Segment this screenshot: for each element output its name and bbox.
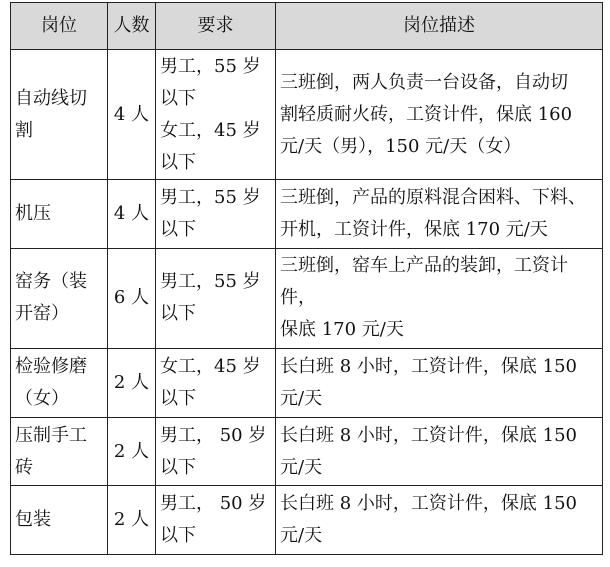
table-row — [11, 180, 603, 249]
requirement-cell — [156, 180, 276, 249]
description-cell — [276, 180, 603, 249]
header-requirement: 要求 — [156, 3, 276, 50]
position-cell-line: 割 — [15, 119, 33, 141]
position-cell — [11, 417, 108, 486]
job-table — [10, 2, 603, 555]
position-cell — [11, 248, 108, 349]
description-cell-line: 元/天 — [280, 525, 323, 547]
requirement-cell-line: 男工， 50 岁 — [160, 493, 267, 515]
description-cell-line: 保底 170 元/天 — [280, 319, 404, 341]
description-cell — [276, 248, 603, 349]
position-cell-line: 砖 — [15, 456, 33, 478]
requirement-cell-line: 以下 — [160, 151, 196, 173]
requirement-cell-line: 以下 — [160, 303, 196, 325]
count-cell — [108, 417, 156, 486]
position-cell — [11, 486, 108, 555]
description-cell-line: 元/天（男），150 元/天（女） — [280, 135, 522, 157]
count-cell-line: 2 人 — [113, 440, 150, 462]
position-cell-line: 机压 — [15, 202, 51, 224]
header-position: 岗位 — [11, 3, 108, 50]
position-cell — [11, 349, 108, 418]
table-row — [11, 417, 603, 486]
count-cell — [108, 349, 156, 418]
header-description: 岗位描述 — [276, 3, 603, 50]
count-cell — [108, 248, 156, 349]
count-cell-line: 4 人 — [113, 103, 150, 125]
requirement-cell — [156, 248, 276, 349]
count-cell — [108, 50, 156, 180]
requirement-cell — [156, 417, 276, 486]
requirement-cell-line: 男工，55 岁 — [160, 186, 261, 208]
requirement-cell-line: 女工，45 岁 — [160, 356, 261, 378]
description-cell-line: 三班倒，窑车上产品的装卸，工资计 — [280, 255, 568, 277]
table-row — [11, 349, 603, 418]
description-cell-line: 件， — [280, 287, 316, 309]
description-cell — [276, 417, 603, 486]
position-cell-line: 自动线切 — [15, 87, 87, 109]
requirement-cell — [156, 486, 276, 555]
position-cell — [11, 180, 108, 249]
count-cell — [108, 180, 156, 249]
requirement-cell — [156, 349, 276, 418]
position-cell-line: 检验修磨 — [15, 356, 87, 378]
description-cell — [276, 349, 603, 418]
header-count: 人数 — [108, 3, 156, 50]
requirement-cell-line: 以下 — [160, 525, 196, 547]
requirement-cell-line: 以下 — [160, 87, 196, 109]
requirement-cell-line: 男工， 50 岁 — [160, 424, 267, 446]
description-cell-line: 三班倒，两人负责一台设备，自动切 — [280, 71, 568, 93]
description-cell-line: 元/天 — [280, 388, 323, 410]
description-cell-line: 长白班 8 小时，工资计件，保底 150 — [280, 493, 577, 515]
position-cell-line: 开窑） — [15, 303, 69, 325]
count-cell — [108, 486, 156, 555]
header-row — [11, 3, 603, 50]
description-cell-line: 长白班 8 小时，工资计件，保底 150 — [280, 356, 577, 378]
table-row — [11, 50, 603, 180]
requirement-cell-line: 女工，45 岁 — [160, 119, 261, 141]
position-cell-line: 压制手工 — [15, 424, 87, 446]
description-cell-line: 三班倒，产品的原料混合困料、下料、 — [280, 186, 586, 208]
position-cell — [11, 50, 108, 180]
count-cell-line: 4 人 — [113, 202, 150, 224]
table-row — [11, 248, 603, 349]
position-cell-line: 包装 — [15, 509, 51, 531]
description-cell — [276, 50, 603, 180]
requirement-cell-line: 男工，55 岁 — [160, 55, 261, 77]
description-cell-line: 长白班 8 小时，工资计件，保底 150 — [280, 424, 577, 446]
position-cell-line: 窑务（装 — [15, 271, 87, 293]
requirement-cell-line: 男工，55 岁 — [160, 271, 261, 293]
table-row — [11, 486, 603, 555]
requirement-cell-line: 以下 — [160, 388, 196, 410]
position-cell-line: （女） — [15, 388, 69, 410]
description-cell-line: 元/天 — [280, 456, 323, 478]
count-cell-line: 2 人 — [113, 372, 150, 394]
description-cell-line: 开机，工资计件，保底 170 元/天 — [280, 218, 548, 240]
requirement-cell — [156, 50, 276, 180]
requirement-cell-line: 以下 — [160, 456, 196, 478]
count-cell-line: 2 人 — [113, 509, 150, 531]
description-cell-line: 割轻质耐火砖，工资计件，保底 160 — [280, 103, 573, 125]
description-cell — [276, 486, 603, 555]
requirement-cell-line: 以下 — [160, 218, 196, 240]
count-cell-line: 6 人 — [113, 287, 150, 309]
